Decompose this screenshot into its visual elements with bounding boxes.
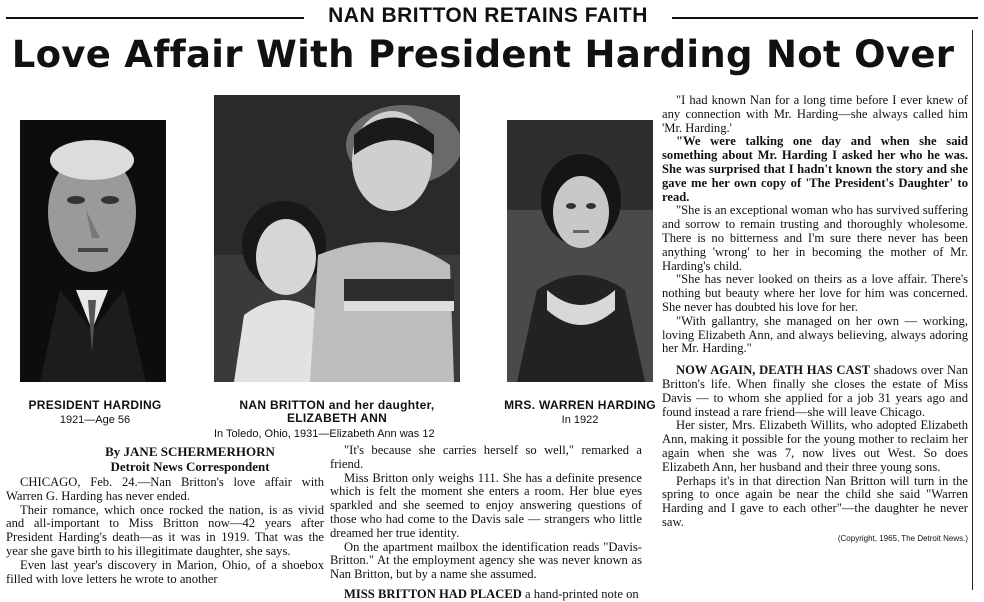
col2-paragraph: On the apartment mailbox the identification reads "Davis-Britton." At the employment agency she was never known as Nan Britton, but by a name she assumed. (330, 539, 642, 582)
photo-president-harding (20, 120, 166, 382)
col3-paragraph: "With gallantry, she managed on her own — working, loving Elizabeth Ann, and always believing, always adoring her Mr. Harding." (662, 313, 968, 356)
caption-harding-sub: 1921—Age 56 (59, 414, 131, 426)
col3-paragraph: Perhaps it's in that direction Nan Britton will turn in the spring to once again be near the child she said "Warren Harding and I gave to each other"—the daughter he never saw. (662, 473, 968, 529)
col3-paragraph-bold (662, 135, 968, 204)
photo-nan-britton-and-daughter (214, 95, 460, 382)
kicker (0, 4, 984, 30)
caption-mrs-harding-sub: In 1922 (561, 414, 599, 426)
kicker-text: NAN BRITTON RETAINS FAITH (328, 4, 648, 27)
britton-photo-image (214, 95, 460, 382)
column-divider (972, 30, 973, 590)
byline-author: By JANE SCHERMERHORN (105, 444, 275, 459)
caption-britton-line2: ELIZABETH ANN (286, 411, 388, 425)
headline: Love Affair With President Harding Not Over (11, 33, 955, 76)
harding-portrait-image (20, 120, 166, 382)
col1-paragraph: Even last year's discovery in Marion, Ohio, of a shoebox filled with love letters he wrote to another (6, 557, 324, 586)
mrs-harding-portrait-image (507, 120, 653, 382)
col3-subhead-bold: NOW AGAIN, DEATH HAS CAST (676, 363, 871, 378)
col3-subhead-paragraph (662, 364, 968, 419)
col2-paragraph: "It's because she carries herself so well," remarked a friend. (330, 443, 642, 471)
col2-lead-bold: MISS BRITTON HAD PLACED (344, 586, 522, 601)
col2-paragraph: Miss Britton only weighs 111. She has a definite presence which is felt the moment she enters a room. Her blue eyes sparkled and she seemed to enjoy answering questions of those who had come to the Davis sale — strangers who little dreamed her true identity. (330, 470, 642, 540)
col2-lead-rest: a hand-printed note on (521, 586, 639, 601)
caption-britton-line1: NAN BRITTON and her daughter, (239, 398, 435, 412)
kicker-rule-left (6, 17, 304, 19)
article-column-3 (662, 94, 968, 546)
col3-paragraph: Her sister, Mrs. Elizabeth Willits, who adopted Elizabeth Ann, making it possible for the young mother to reclaim her again when she was 7, now lives out West. So does Elizabeth Ann, her husband and their three young sons. (662, 418, 968, 474)
col1-paragraph: CHICAGO, Feb. 24.—Nan Britton's love affair with Warren G. Harding has never ended. (6, 475, 324, 503)
caption-mrs-harding-name: MRS. WARREN HARDING (504, 398, 656, 412)
col3-subhead-rest: shadows over Nan Britton's life. When finally she closes the estate of Miss Davis — to whom she applied for a job 31 years ago and found instead a rare friend—she will leave Chicago. (662, 363, 969, 419)
col3-bold-quote: "We were talking one day and when she said something about Mr. Harding I asked her who he was. She was surprised that I hadn't known the story and she gave me her own copy of 'The President's Daughter' to read. (662, 134, 968, 204)
col2-lead-paragraph (330, 588, 642, 602)
article-column-2 (330, 444, 642, 602)
caption-harding-name: PRESIDENT HARDING (28, 398, 162, 412)
photo-mrs-warren-harding (507, 120, 653, 382)
article-column-1 (6, 476, 324, 586)
col3-paragraph: "I had known Nan for a long time before I ever knew of any connection with Mr. Harding—she always called him 'Mr. Harding.' (662, 93, 968, 135)
col3-paragraph: "She has never looked on theirs as a love affair. There's nothing but beauty where her love for him was concerned. She never has doubted his love for her. (662, 272, 968, 314)
col1-paragraph: Their romance, which once rocked the nation, is as vivid and all-important to Miss Britton now—42 years after President Harding's death—as it was in 1919. That was the year she gave birth to his illegitimate daughter, she says. (6, 502, 324, 558)
byline-org: Detroit News Correspondent (110, 459, 270, 474)
byline (30, 444, 350, 474)
caption-britton-sub: In Toledo, Ohio, 1931—Elizabeth Ann was 12 (214, 428, 435, 440)
copyright-note: (Copyright, 1965, The Detroit News.) (837, 533, 968, 543)
col3-paragraph: "She is an exceptional woman who has survived suffering and sorrow to remain trusting and thoroughly wholesome. There is no bitterness and I'm sure there never has been anything 'wrong' to her in becoming the mother of Mr. Harding's child. (662, 203, 968, 273)
kicker-rule-right (672, 17, 978, 19)
